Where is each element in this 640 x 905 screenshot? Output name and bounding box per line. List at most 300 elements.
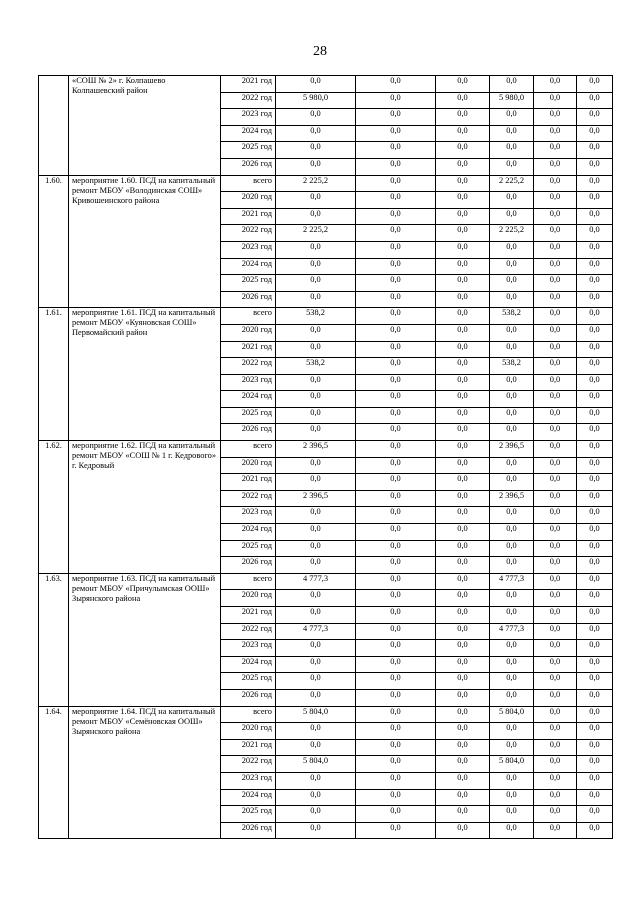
amount-cell: 538,2: [490, 308, 534, 325]
amount-cell: 0,0: [490, 590, 534, 607]
amount-cell: 4 777,3: [490, 573, 534, 590]
period-cell: 2025 год: [221, 407, 276, 424]
amount-cell: 0,0: [436, 275, 490, 292]
amount-cell: 538,2: [276, 308, 356, 325]
amount-cell: 0,0: [534, 92, 577, 109]
amount-cell: 0,0: [534, 275, 577, 292]
amount-cell: 0,0: [534, 125, 577, 142]
amount-cell: 0,0: [490, 324, 534, 341]
amount-cell: 0,0: [356, 175, 436, 192]
amount-cell: 0,0: [490, 739, 534, 756]
amount-cell: 0,0: [436, 441, 490, 458]
amount-cell: 0,0: [577, 756, 613, 773]
amount-cell: 0,0: [436, 125, 490, 142]
amount-cell: 0,0: [577, 573, 613, 590]
amount-cell: 0,0: [436, 291, 490, 308]
amount-cell: 0,0: [436, 524, 490, 541]
amount-cell: 0,0: [490, 142, 534, 159]
amount-cell: 0,0: [356, 673, 436, 690]
amount-cell: 0,0: [436, 590, 490, 607]
amount-cell: 0,0: [436, 656, 490, 673]
amount-cell: 0,0: [276, 739, 356, 756]
amount-cell: 0,0: [534, 407, 577, 424]
period-cell: 2023 год: [221, 109, 276, 126]
table-row: [39, 76, 613, 93]
amount-cell: 0,0: [534, 391, 577, 408]
amount-cell: 0,0: [356, 208, 436, 225]
period-cell: 2024 год: [221, 524, 276, 541]
period-cell: 2020 год: [221, 324, 276, 341]
amount-cell: 5 980,0: [276, 92, 356, 109]
amount-cell: 0,0: [534, 623, 577, 640]
amount-cell: 2 396,5: [276, 441, 356, 458]
period-cell: 2024 год: [221, 656, 276, 673]
amount-cell: 0,0: [534, 457, 577, 474]
amount-cell: 0,0: [577, 308, 613, 325]
amount-cell: 0,0: [534, 756, 577, 773]
amount-cell: 0,0: [356, 291, 436, 308]
measure-number: 1.61.: [39, 308, 69, 441]
period-cell: всего: [221, 706, 276, 723]
amount-cell: 0,0: [577, 241, 613, 258]
amount-cell: 0,0: [577, 441, 613, 458]
period-cell: 2024 год: [221, 125, 276, 142]
measure-number: 1.60.: [39, 175, 69, 308]
amount-cell: 0,0: [577, 142, 613, 159]
period-cell: 2022 год: [221, 623, 276, 640]
amount-cell: 0,0: [436, 756, 490, 773]
amount-cell: 0,0: [534, 573, 577, 590]
amount-cell: 0,0: [276, 590, 356, 607]
amount-cell: 2 225,2: [276, 225, 356, 242]
amount-cell: 4 777,3: [276, 623, 356, 640]
amount-cell: 0,0: [534, 689, 577, 706]
amount-cell: 0,0: [436, 673, 490, 690]
amount-cell: 0,0: [276, 391, 356, 408]
amount-cell: 0,0: [534, 507, 577, 524]
amount-cell: 0,0: [534, 175, 577, 192]
amount-cell: 0,0: [534, 474, 577, 491]
amount-cell: 0,0: [436, 806, 490, 823]
amount-cell: 0,0: [577, 374, 613, 391]
amount-cell: 0,0: [356, 125, 436, 142]
amount-cell: 0,0: [356, 806, 436, 823]
amount-cell: 0,0: [577, 258, 613, 275]
amount-cell: 0,0: [276, 291, 356, 308]
period-cell: 2023 год: [221, 241, 276, 258]
period-cell: 2021 год: [221, 739, 276, 756]
amount-cell: 5 804,0: [490, 706, 534, 723]
amount-cell: 0,0: [577, 723, 613, 740]
amount-cell: 0,0: [534, 607, 577, 624]
amount-cell: 0,0: [276, 241, 356, 258]
amount-cell: 0,0: [534, 258, 577, 275]
amount-cell: 0,0: [436, 158, 490, 175]
amount-cell: 2 225,2: [276, 175, 356, 192]
period-cell: 2025 год: [221, 806, 276, 823]
amount-cell: 0,0: [436, 358, 490, 375]
amount-cell: 0,0: [577, 407, 613, 424]
amount-cell: 0,0: [436, 772, 490, 789]
amount-cell: 0,0: [534, 706, 577, 723]
amount-cell: 0,0: [356, 241, 436, 258]
amount-cell: 0,0: [356, 557, 436, 574]
amount-cell: 0,0: [577, 391, 613, 408]
period-cell: 2025 год: [221, 142, 276, 159]
measure-description: «СОШ № 2» г. Колпашево Колпашевский район: [69, 76, 221, 176]
amount-cell: 0,0: [577, 424, 613, 441]
period-cell: 2020 год: [221, 590, 276, 607]
amount-cell: 0,0: [534, 324, 577, 341]
amount-cell: 0,0: [436, 822, 490, 839]
amount-cell: 0,0: [276, 656, 356, 673]
measure-description: мероприятие 1.60. ПСД на капитальный ремонт МБОУ «Володинская СОШ» Кривошеинского района: [69, 175, 221, 308]
amount-cell: 0,0: [490, 507, 534, 524]
amount-cell: 0,0: [577, 275, 613, 292]
amount-cell: 0,0: [276, 607, 356, 624]
amount-cell: 0,0: [577, 540, 613, 557]
amount-cell: 0,0: [534, 241, 577, 258]
amount-cell: 0,0: [577, 490, 613, 507]
amount-cell: 0,0: [356, 457, 436, 474]
measure-number: 1.64.: [39, 706, 69, 839]
amount-cell: 2 396,5: [490, 490, 534, 507]
period-cell: 2025 год: [221, 540, 276, 557]
amount-cell: 0,0: [276, 689, 356, 706]
amount-cell: 0,0: [276, 341, 356, 358]
amount-cell: 0,0: [490, 540, 534, 557]
amount-cell: 0,0: [534, 723, 577, 740]
measure-number: [39, 76, 69, 176]
amount-cell: 0,0: [356, 424, 436, 441]
period-cell: 2021 год: [221, 76, 276, 93]
amount-cell: 0,0: [534, 424, 577, 441]
table-row: [39, 706, 613, 723]
amount-cell: 0,0: [577, 507, 613, 524]
amount-cell: 0,0: [577, 607, 613, 624]
amount-cell: 0,0: [356, 640, 436, 657]
amount-cell: 0,0: [356, 142, 436, 159]
amount-cell: 0,0: [490, 474, 534, 491]
period-cell: 2023 год: [221, 374, 276, 391]
amount-cell: 0,0: [356, 723, 436, 740]
amount-cell: 0,0: [356, 76, 436, 93]
period-cell: 2024 год: [221, 789, 276, 806]
amount-cell: 0,0: [356, 158, 436, 175]
amount-cell: 0,0: [356, 756, 436, 773]
period-cell: 2022 год: [221, 225, 276, 242]
amount-cell: 0,0: [356, 358, 436, 375]
amount-cell: 0,0: [276, 806, 356, 823]
amount-cell: 0,0: [436, 92, 490, 109]
amount-cell: 0,0: [276, 673, 356, 690]
amount-cell: 0,0: [490, 291, 534, 308]
amount-cell: 0,0: [490, 656, 534, 673]
page-number: 28: [313, 44, 327, 59]
amount-cell: 0,0: [436, 76, 490, 93]
amount-cell: 0,0: [436, 324, 490, 341]
amount-cell: 0,0: [490, 208, 534, 225]
period-cell: 2024 год: [221, 258, 276, 275]
amount-cell: 0,0: [356, 374, 436, 391]
amount-cell: 0,0: [490, 275, 534, 292]
amount-cell: 0,0: [436, 723, 490, 740]
amount-cell: 0,0: [436, 225, 490, 242]
amount-cell: 0,0: [356, 275, 436, 292]
amount-cell: 0,0: [436, 507, 490, 524]
amount-cell: 0,0: [276, 474, 356, 491]
amount-cell: 0,0: [436, 142, 490, 159]
amount-cell: 0,0: [356, 324, 436, 341]
amount-cell: 0,0: [577, 557, 613, 574]
amount-cell: 0,0: [356, 689, 436, 706]
amount-cell: 0,0: [276, 524, 356, 541]
period-cell: 2026 год: [221, 424, 276, 441]
amount-cell: 2 396,5: [276, 490, 356, 507]
period-cell: 2021 год: [221, 474, 276, 491]
period-cell: 2020 год: [221, 457, 276, 474]
amount-cell: 0,0: [534, 739, 577, 756]
amount-cell: 0,0: [577, 192, 613, 209]
amount-cell: 0,0: [534, 656, 577, 673]
budget-table: [38, 75, 613, 839]
amount-cell: 0,0: [356, 441, 436, 458]
amount-cell: 0,0: [490, 374, 534, 391]
amount-cell: 0,0: [436, 258, 490, 275]
amount-cell: 0,0: [276, 457, 356, 474]
amount-cell: 0,0: [490, 192, 534, 209]
period-cell: всего: [221, 441, 276, 458]
amount-cell: 0,0: [490, 158, 534, 175]
amount-cell: 0,0: [534, 806, 577, 823]
period-cell: 2026 год: [221, 822, 276, 839]
measure-description: мероприятие 1.63. ПСД на капитальный ремонт МБОУ «Причулымская ООШ» Зырянского района: [69, 573, 221, 706]
amount-cell: 0,0: [577, 92, 613, 109]
amount-cell: 0,0: [490, 109, 534, 126]
amount-cell: 0,0: [490, 258, 534, 275]
amount-cell: 4 777,3: [276, 573, 356, 590]
amount-cell: 0,0: [577, 474, 613, 491]
amount-cell: 0,0: [356, 407, 436, 424]
period-cell: 2025 год: [221, 673, 276, 690]
amount-cell: 0,0: [356, 192, 436, 209]
amount-cell: 0,0: [436, 341, 490, 358]
period-cell: 2023 год: [221, 772, 276, 789]
period-cell: 2024 год: [221, 391, 276, 408]
period-cell: 2026 год: [221, 158, 276, 175]
table-row: [39, 573, 613, 590]
amount-cell: 0,0: [436, 109, 490, 126]
amount-cell: 0,0: [276, 109, 356, 126]
amount-cell: 0,0: [276, 192, 356, 209]
amount-cell: 0,0: [436, 557, 490, 574]
period-cell: всего: [221, 308, 276, 325]
amount-cell: 0,0: [490, 76, 534, 93]
amount-cell: 0,0: [577, 208, 613, 225]
amount-cell: 0,0: [490, 689, 534, 706]
amount-cell: 0,0: [356, 590, 436, 607]
amount-cell: 0,0: [356, 822, 436, 839]
period-cell: всего: [221, 175, 276, 192]
amount-cell: 0,0: [436, 540, 490, 557]
amount-cell: 0,0: [577, 524, 613, 541]
amount-cell: 0,0: [436, 374, 490, 391]
amount-cell: 0,0: [490, 789, 534, 806]
amount-cell: 0,0: [356, 92, 436, 109]
amount-cell: 2 225,2: [490, 225, 534, 242]
amount-cell: 0,0: [534, 142, 577, 159]
measure-description: мероприятие 1.64. ПСД на капитальный ремонт МБОУ «Семёновская ООШ» Зырянского района: [69, 706, 221, 839]
period-cell: 2023 год: [221, 640, 276, 657]
amount-cell: 0,0: [356, 109, 436, 126]
period-cell: 2022 год: [221, 92, 276, 109]
amount-cell: 0,0: [356, 706, 436, 723]
amount-cell: 0,0: [577, 656, 613, 673]
amount-cell: 0,0: [490, 407, 534, 424]
amount-cell: 0,0: [356, 772, 436, 789]
amount-cell: 0,0: [436, 490, 490, 507]
amount-cell: 0,0: [534, 490, 577, 507]
amount-cell: 0,0: [490, 125, 534, 142]
amount-cell: 0,0: [534, 308, 577, 325]
amount-cell: 0,0: [534, 772, 577, 789]
amount-cell: 0,0: [577, 822, 613, 839]
amount-cell: 0,0: [490, 806, 534, 823]
period-cell: 2020 год: [221, 192, 276, 209]
amount-cell: 0,0: [490, 772, 534, 789]
amount-cell: 0,0: [577, 341, 613, 358]
amount-cell: 0,0: [356, 607, 436, 624]
amount-cell: 0,0: [490, 723, 534, 740]
amount-cell: 0,0: [577, 706, 613, 723]
amount-cell: 0,0: [577, 158, 613, 175]
amount-cell: 0,0: [490, 673, 534, 690]
period-cell: 2022 год: [221, 490, 276, 507]
amount-cell: 0,0: [577, 125, 613, 142]
amount-cell: 0,0: [534, 158, 577, 175]
amount-cell: 0,0: [356, 308, 436, 325]
amount-cell: 0,0: [490, 557, 534, 574]
amount-cell: 0,0: [276, 374, 356, 391]
amount-cell: 0,0: [577, 590, 613, 607]
amount-cell: 0,0: [436, 208, 490, 225]
amount-cell: 2 396,5: [490, 441, 534, 458]
amount-cell: 0,0: [534, 374, 577, 391]
amount-cell: 5 980,0: [490, 92, 534, 109]
amount-cell: 0,0: [276, 424, 356, 441]
amount-cell: 0,0: [534, 76, 577, 93]
amount-cell: 0,0: [577, 772, 613, 789]
table-row: [39, 441, 613, 458]
period-cell: 2022 год: [221, 756, 276, 773]
amount-cell: 0,0: [534, 524, 577, 541]
amount-cell: 5 804,0: [276, 756, 356, 773]
amount-cell: 0,0: [534, 441, 577, 458]
amount-cell: 0,0: [577, 623, 613, 640]
amount-cell: 0,0: [534, 673, 577, 690]
amount-cell: 0,0: [276, 407, 356, 424]
amount-cell: 0,0: [436, 192, 490, 209]
amount-cell: 0,0: [356, 225, 436, 242]
amount-cell: 0,0: [534, 208, 577, 225]
period-cell: 2026 год: [221, 689, 276, 706]
amount-cell: 0,0: [436, 424, 490, 441]
amount-cell: 0,0: [534, 109, 577, 126]
amount-cell: 0,0: [356, 258, 436, 275]
amount-cell: 0,0: [534, 557, 577, 574]
amount-cell: 2 225,2: [490, 175, 534, 192]
measure-description: мероприятие 1.62. ПСД на капитальный ремонт МБОУ «СОШ № 1 г. Кедрового» г. Кедровый: [69, 441, 221, 574]
amount-cell: 0,0: [276, 640, 356, 657]
amount-cell: 0,0: [534, 341, 577, 358]
amount-cell: 0,0: [534, 822, 577, 839]
amount-cell: 0,0: [356, 656, 436, 673]
amount-cell: 0,0: [577, 76, 613, 93]
amount-cell: 0,0: [276, 723, 356, 740]
amount-cell: 0,0: [276, 275, 356, 292]
amount-cell: 0,0: [276, 557, 356, 574]
amount-cell: 0,0: [577, 225, 613, 242]
amount-cell: 0,0: [276, 258, 356, 275]
amount-cell: 538,2: [490, 358, 534, 375]
amount-cell: 0,0: [534, 192, 577, 209]
amount-cell: 0,0: [490, 241, 534, 258]
amount-cell: 0,0: [436, 175, 490, 192]
amount-cell: 0,0: [276, 208, 356, 225]
amount-cell: 0,0: [276, 772, 356, 789]
amount-cell: 0,0: [577, 175, 613, 192]
amount-cell: 0,0: [534, 291, 577, 308]
table-row: [39, 308, 613, 325]
amount-cell: 0,0: [436, 640, 490, 657]
amount-cell: 0,0: [436, 706, 490, 723]
period-cell: 2023 год: [221, 507, 276, 524]
amount-cell: 0,0: [436, 457, 490, 474]
amount-cell: 0,0: [490, 457, 534, 474]
period-cell: 2026 год: [221, 557, 276, 574]
amount-cell: 0,0: [534, 789, 577, 806]
amount-cell: 0,0: [436, 474, 490, 491]
measure-description: мероприятие 1.61. ПСД на капитальный ремонт МБОУ «Куяновская СОШ» Первомайский район: [69, 308, 221, 441]
period-cell: 2021 год: [221, 208, 276, 225]
amount-cell: 0,0: [276, 822, 356, 839]
amount-cell: 0,0: [534, 225, 577, 242]
amount-cell: 0,0: [276, 507, 356, 524]
period-cell: 2022 год: [221, 358, 276, 375]
amount-cell: 0,0: [436, 573, 490, 590]
period-cell: 2021 год: [221, 607, 276, 624]
amount-cell: 0,0: [577, 324, 613, 341]
amount-cell: 0,0: [490, 822, 534, 839]
measure-number: 1.62.: [39, 441, 69, 574]
amount-cell: 0,0: [356, 623, 436, 640]
amount-cell: 5 804,0: [490, 756, 534, 773]
amount-cell: 0,0: [490, 640, 534, 657]
amount-cell: 0,0: [436, 607, 490, 624]
amount-cell: 0,0: [356, 573, 436, 590]
amount-cell: 0,0: [490, 607, 534, 624]
amount-cell: 538,2: [276, 358, 356, 375]
amount-cell: 0,0: [490, 424, 534, 441]
amount-cell: 0,0: [577, 457, 613, 474]
measure-number: 1.63.: [39, 573, 69, 706]
amount-cell: 0,0: [356, 341, 436, 358]
amount-cell: 0,0: [436, 241, 490, 258]
amount-cell: 0,0: [577, 789, 613, 806]
amount-cell: 0,0: [276, 789, 356, 806]
table-row: [39, 175, 613, 192]
amount-cell: 0,0: [577, 109, 613, 126]
